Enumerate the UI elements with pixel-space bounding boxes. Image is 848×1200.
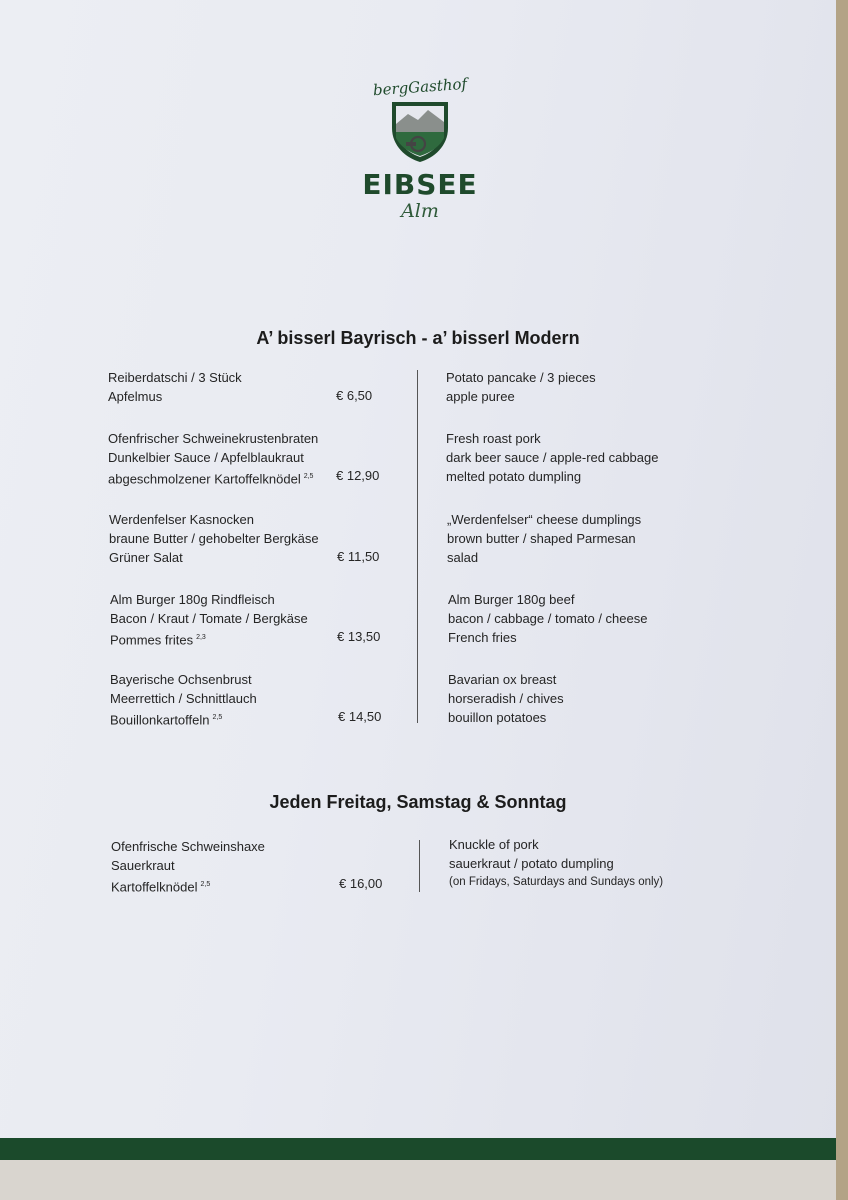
dish-price: € 12,90 bbox=[336, 468, 380, 483]
footer-green-band bbox=[0, 1138, 836, 1160]
dish-en-line: French fries bbox=[448, 630, 517, 645]
dish-en bbox=[446, 429, 658, 486]
dish-de bbox=[110, 590, 308, 649]
dish-en-line: „Werdenfelser“ cheese dumplings bbox=[447, 512, 642, 527]
dish-en-line: Alm Burger 180g beef bbox=[448, 592, 575, 607]
section-title-main: A’ bisserl Bayrisch - a’ bisserl Modern bbox=[256, 328, 580, 348]
allergen-note: 2,5 bbox=[200, 881, 211, 888]
dish-en-line: Knuckle of pork bbox=[449, 837, 539, 852]
dish-en bbox=[448, 590, 647, 647]
dish-de-line: Bayerische Ochsenbrust bbox=[110, 672, 252, 687]
allergen-note: 2,5 bbox=[303, 473, 314, 480]
dish-price: € 14,50 bbox=[338, 709, 382, 724]
dish-de-line: braune Butter / gehobelter Bergkäse bbox=[109, 531, 319, 546]
dish-de bbox=[108, 429, 318, 488]
dish-de-text: abgeschmolzener Kartoffelknödel bbox=[108, 471, 301, 487]
dish-en-line: brown butter / shaped Parmesan bbox=[447, 531, 636, 546]
dish-de-line: Dunkelbier Sauce / Apfelblaukraut bbox=[108, 450, 304, 465]
dish-en-line: salad bbox=[447, 550, 479, 565]
dish-de bbox=[109, 510, 319, 567]
dish-de-line bbox=[110, 628, 308, 649]
dish-de-line bbox=[108, 467, 318, 488]
dish-en-line: Bavarian ox breast bbox=[448, 672, 557, 687]
dish-de-text: Bouillonkartoffeln bbox=[110, 712, 210, 728]
dish-price: € 16,00 bbox=[339, 876, 383, 891]
dish-price: € 6,50 bbox=[336, 388, 373, 403]
dish-price: € 11,50 bbox=[337, 549, 380, 564]
dish-de-line: Werdenfelser Kasnocken bbox=[109, 512, 255, 527]
dish-de-line: Ofenfrische Schweinshaxe bbox=[111, 839, 265, 854]
dish-en-line: bouillon potatoes bbox=[448, 710, 547, 725]
dish-en bbox=[446, 368, 596, 406]
logo-top-text: bergGasthof bbox=[372, 74, 468, 100]
dish-de-line: Apfelmus bbox=[108, 389, 163, 404]
dish-de-line: Meerrettich / Schnittlauch bbox=[110, 691, 257, 706]
dish-de-line: Alm Burger 180g Rindfleisch bbox=[110, 592, 275, 607]
allergen-note: 2,5 bbox=[212, 714, 223, 721]
dish-de-text: Pommes frites bbox=[110, 632, 194, 648]
dish-de-line bbox=[110, 708, 257, 729]
dish-de-line: Bacon / Kraut / Tomate / Bergkäse bbox=[110, 611, 308, 626]
dish-price: € 13,50 bbox=[337, 629, 381, 644]
logo bbox=[340, 72, 500, 232]
dish-en-line: sauerkraut / potato dumpling bbox=[449, 856, 614, 871]
weekend-note: (on Fridays, Saturdays and Sundays only) bbox=[449, 876, 664, 888]
section-title-weekend: Jeden Freitag, Samstag & Sonntag bbox=[269, 792, 567, 812]
dish-en bbox=[447, 510, 641, 567]
dish-en-line: bacon / cabbage / tomato / cheese bbox=[448, 611, 648, 626]
dish-en-line: dark beer sauce / apple-red cabbage bbox=[446, 450, 659, 465]
dish-de bbox=[111, 837, 265, 896]
dish-de-line: Grüner Salat bbox=[109, 550, 183, 565]
column-divider bbox=[417, 370, 418, 723]
column-divider bbox=[419, 840, 420, 892]
dish-en-line: horseradish / chives bbox=[448, 691, 564, 706]
dish-en-line: Potato pancake / 3 pieces bbox=[446, 370, 596, 385]
dish-de-text: Kartoffelknödel bbox=[111, 879, 198, 895]
dish-de-line: Ofenfrischer Schweinekrustenbraten bbox=[108, 431, 319, 446]
logo-sub-text: Alm bbox=[401, 200, 439, 222]
dish-de-line bbox=[111, 875, 265, 896]
logo-main-text: EIBSEE bbox=[362, 168, 478, 201]
dish-de bbox=[108, 368, 242, 406]
mountain-shield-icon bbox=[388, 98, 452, 164]
dish-en-line: apple puree bbox=[446, 389, 515, 404]
dish-de-line: Sauerkraut bbox=[111, 858, 175, 873]
dish-en-line: Fresh roast pork bbox=[446, 431, 541, 446]
dish-en bbox=[449, 835, 663, 892]
dish-en-line: melted potato dumpling bbox=[446, 469, 582, 484]
dish-en bbox=[448, 670, 564, 727]
dish-de bbox=[110, 670, 257, 729]
dish-de-line: Reiberdatschi / 3 Stück bbox=[108, 370, 242, 385]
allergen-note: 2,3 bbox=[196, 634, 206, 641]
